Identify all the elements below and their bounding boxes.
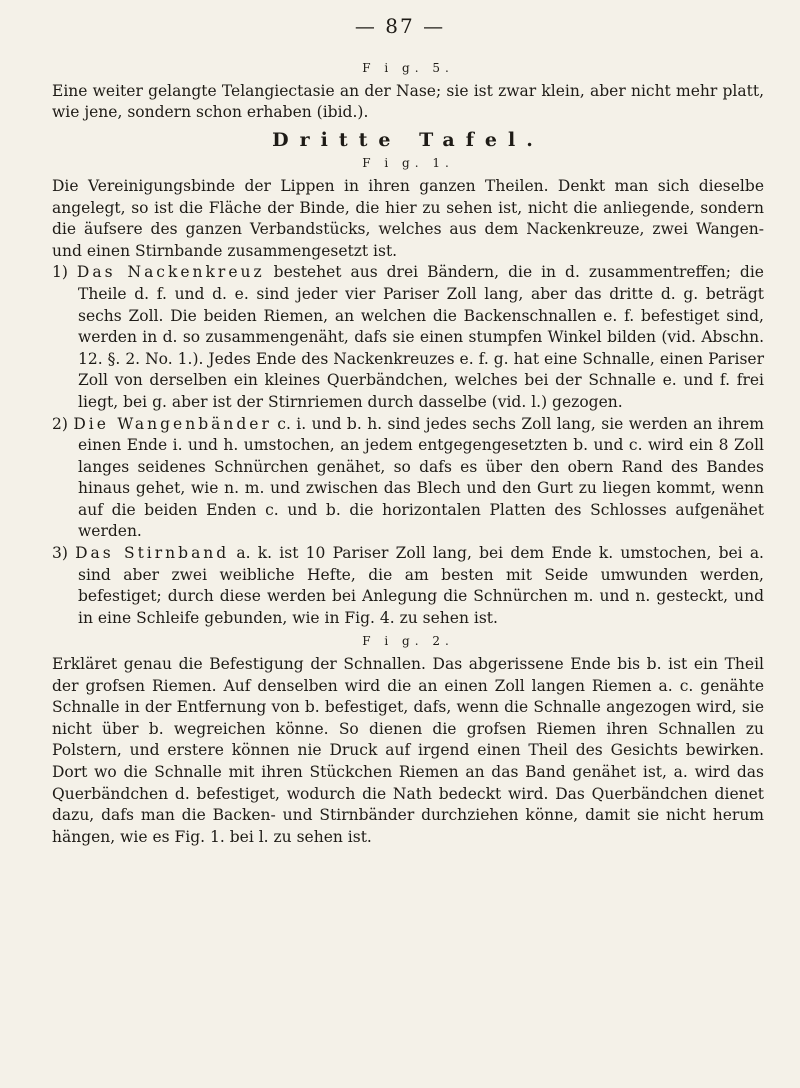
- item-number: 1): [52, 263, 68, 282]
- item-term: Die Wangenbänder: [73, 414, 272, 433]
- item-text: c. i. und b. h. sind jedes sechs Zoll lang, sie werden an ihrem einen Ende i. und h. umstochen, an jedem entgegengesetzten b. und c. wird ein 8 Zoll langes seidenes Schnürchen genähet, so dafs es über den obern Rand des Bandes hinaus gehet, wie n. m. und zwischen das Blech und den Gurt zu liegen kommt, wenn auf die beiden Enden c. und b. die horizontalen Platten des Schlosses aufgenähet werden.: [78, 414, 764, 541]
- fig1-intro: Die Vereinigungsbinde der Lippen in ihren ganzen Theilen. Denkt man sich dieselbe angelegt, so ist die Fläche der Binde, die hier zu sehen ist, nicht die anliegende, sondern die äufsere des ganzen Verbandstücks, welches aus dem Nackenkreuze, zwei Wangen- und einen Stirnbande zusammengesetzt ist.: [52, 176, 764, 260]
- item-term: Das Stirnband: [75, 544, 230, 563]
- item-term: Das Nackenkreuz: [76, 263, 265, 282]
- item-text: a. k. ist 10 Pariser Zoll lang, bei dem Ende k. umstochen, bei a. sind aber zwei weibliche Hefte, die am besten mit Seide umwunden werden, befestiget; durch diese werden bei Anlegung die Schnürchen m. und n. gesteckt, und in eine Schleife gebunden, wie in Fig. 4. zu sehen ist.: [78, 544, 764, 627]
- fig2-paragraph: Erkläret genau die Befestigung der Schnallen. Das abgerissene Ende bis b. ist ein Theil der grofsen Riemen. Auf denselben wird die an einen Zoll langen Riemen a. c. genähte Schnalle in der Entfernung von b. befestiget, dafs, wenn die Schnalle angezogen wird, sie nicht über b. wegreichen könne. So dienen die grofsen Riemen ihren Schnallen zu Polstern, und erstere können nie Druck auf irgend einen Theil des Gesichts bewirken. Dort wo die Schnalle mit ihren Stückchen Riemen an das Band genähet ist, a. wird das Querbändchen d. befestiget, wodurch die Nath bedeckt wird. Das Querbändchen dienet dazu, dafs man die Backen- und Stirnbänder durchziehen könne, damit sie nicht herum hängen, wie es Fig. 1. bei l. zu sehen ist.: [52, 655, 764, 846]
- fig1-item-2: [52, 414, 764, 544]
- section-heading: Dritte Tafel.: [272, 128, 544, 151]
- fig1-caption: F i g. 1.: [362, 156, 454, 171]
- fig1-item-1: [52, 262, 764, 413]
- item-number: 3): [52, 544, 68, 563]
- page-body: [52, 56, 764, 848]
- page-number: — 87 —: [354, 14, 446, 38]
- fig5-caption: F i g. 5.: [362, 61, 454, 75]
- fig1-item-3: [52, 543, 764, 629]
- fig5-paragraph: Eine weiter gelangte Telangiectasie an der Nase; sie ist zwar klein, aber nicht mehr platt, wie jene, sondern schon erhaben (ibid.).: [52, 81, 764, 122]
- item-number: 2): [52, 414, 68, 433]
- item-text: bestehet aus drei Bändern, die in d. zusammentreffen; die Theile d. f. und d. e. sind jeder vier Pariser Zoll lang, aber das dritte d. g. beträgt sechs Zoll. Die beiden Riemen, an welchen die Backenschnallen e. f. befestiget sind, werden in d. so zusammengenäht, dafs sie einen stumpfen Winkel bilden (vid. Abschn. 12. §. 2. No. 1.). Jedes Ende des Nackenkreuzes e. f. g. hat eine Schnalle, einen Pariser Zoll von derselben ein kleines Querbändchen, welches bei der Schnalle e. und f. frei liegt, bei g. aber ist der Stirnriemen durch dasselbe (vid. l.) gezogen.: [78, 263, 764, 411]
- fig2-caption: F i g. 2.: [362, 634, 454, 649]
